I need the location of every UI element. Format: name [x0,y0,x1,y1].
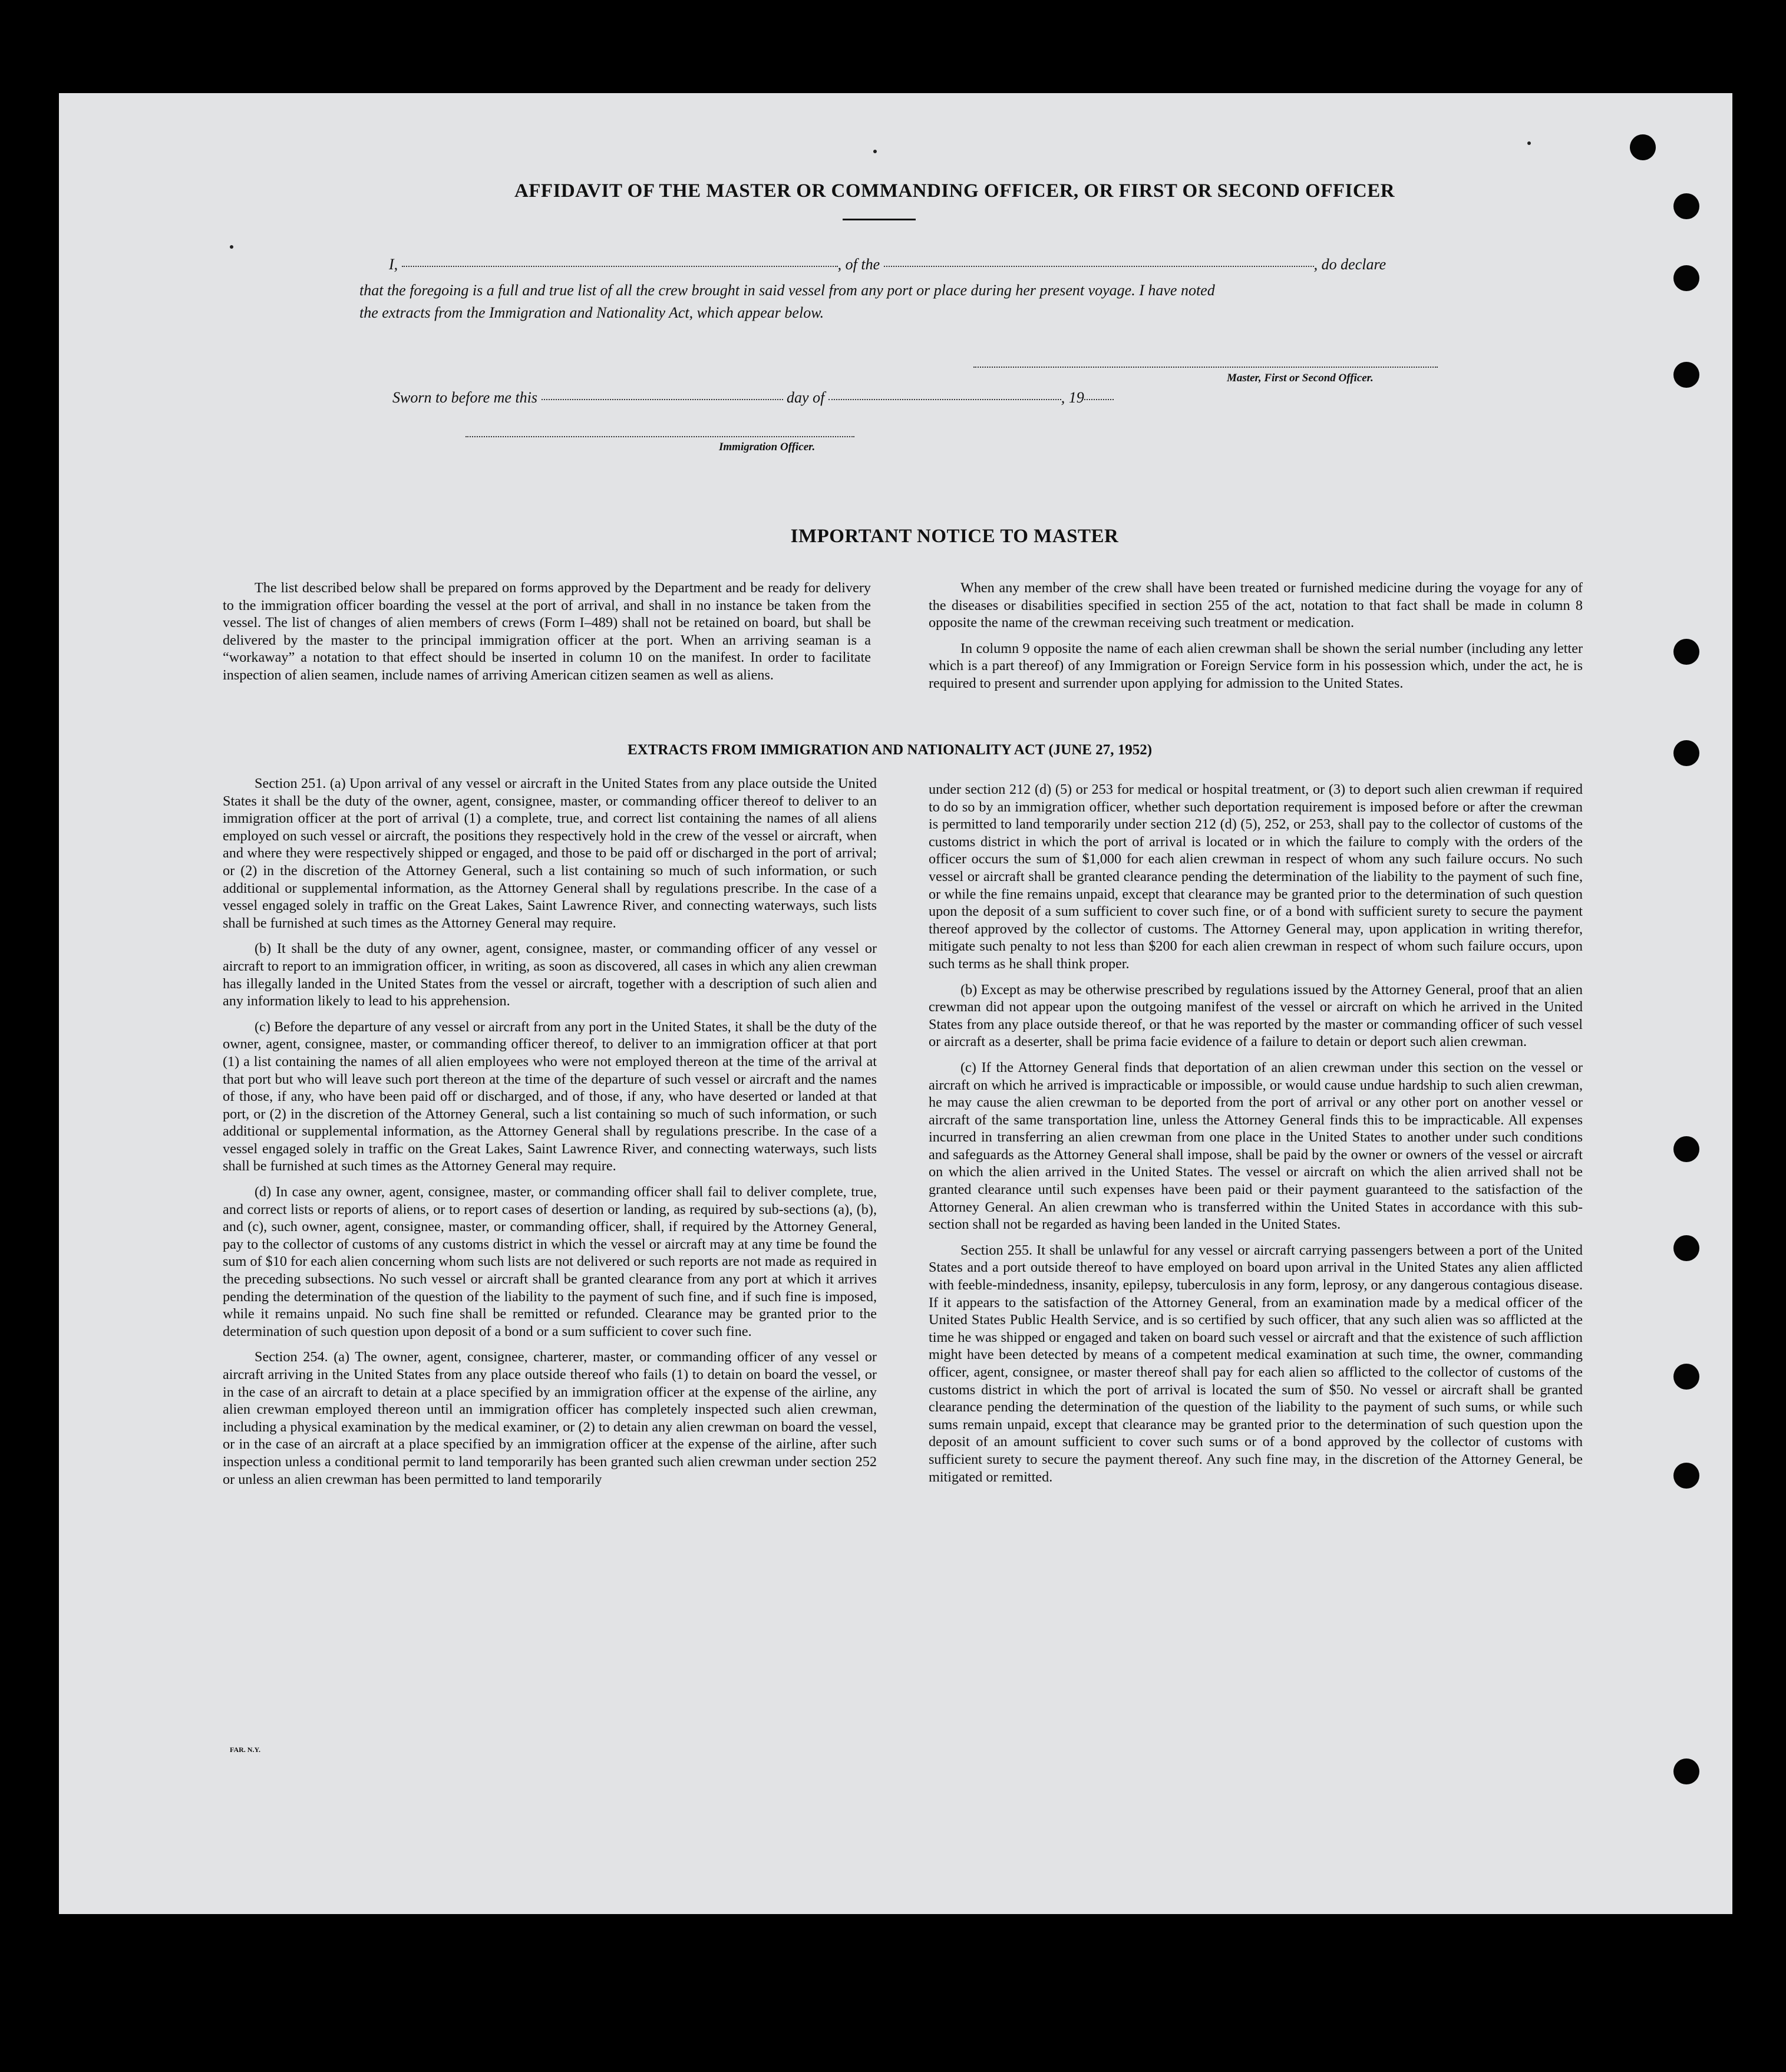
speck [873,150,877,153]
sworn-day-field[interactable] [542,398,783,400]
binder-hole [1673,740,1699,766]
declaration-line [389,256,1386,273]
section-251-c: (c) Before the departure of any vessel or aircraft from any port in the United States, it shall be the duty of the owner, agent, consignee, master, or commanding officer thereof, to deliver to an immigration officer at that port (1) a list containing the names of all alien employees who were not employed thereon at the time of the arrival at that port but who will leave such port thereon at the time of the departure of such vessel or aircraft and the names of those, if any, who have been paid off or discharged, and of those, if any, who have deserted or landed at that port, or (2) in the discretion of the Attorney General, such a list containing so much of such information, or such additional or supplemental information, as the Attorney General shall by regulations prescribe. In the case of a vessel engaged solely in traffic on the Great Lakes, Saint Lawrence River, and connecting waterways, such lists shall be furnished at such times as the Attorney General may require. [223,1018,877,1174]
binder-hole [1673,362,1699,388]
extracts-right-column [929,781,1583,1486]
declaration-text-2: the extracts from the Immigration and Nationality Act, which appear below. [359,304,824,321]
sworn-year-field[interactable] [1084,398,1114,400]
notice-left-paragraph: The list described below shall be prepared on forms approved by the Department and be ready for delivery to the immigration officer boarding the vessel at the port of arrival, and shall in no instance be taken from the vessel. The list of changes of alien members of crews (Form I–489) shall not be retained on board, but shall be delivered by the master to the principal immigration officer at the port. When an arriving seaman is a “workaway” a notation to that effect should be inserted in column 10 on the manifest. In order to facilitate inspection of alien seamen, include names of arriving American citizen seamen as well as aliens. [223,580,871,683]
affidavit-title: AFFIDAVIT OF THE MASTER OR COMMANDING OFFICER, OR FIRST OR SECOND OFFICER [514,180,1395,202]
printer-mark: FAR. N.Y. [230,1746,261,1754]
day-of-label: day of [787,389,825,406]
sworn-month-field[interactable] [828,398,1061,400]
section-254-b: (b) Except as may be otherwise prescribed by regulations issued by the Attorney General, proof that an alien crewman did not appear upon the outgoing manifest of the vessel or aircraft on which he arrived in the United States from any place outside thereof, or that he was reported by the master or commanding officer of such vessel or aircraft as a deserter, shall be prima facie evidence of a failure to detain or deport such alien crewman. [929,981,1583,1050]
sworn-label: Sworn to before me this [392,389,538,406]
binder-hole [1673,1136,1699,1162]
notice-left-column [223,579,871,684]
master-caption: Master, First or Second Officer. [1227,372,1374,384]
binder-hole [1630,134,1656,160]
binder-hole [1673,1364,1699,1390]
binder-hole [1673,1463,1699,1489]
section-254-c: (c) If the Attorney General finds that deportation of an alien crewman under this section on the vessel or aircraft on which he arrived is impracticable or impossible, or would cause undue hardship to such alien crewman, he may cause the alien crewman to be deported from the port of arrival or any other port on another vessel or aircraft of the same transportation line, unless the Attorney General finds this to be impracticable. All expenses incurred in transferring an alien crewman from one place in the United States to another under such conditions and safeguards as the Attorney General shall impose, shall be paid by the owner or owners of the vessel or aircraft on which the alien arrived in the United States. The vessel or aircraft on which the alien arrived shall not be granted clearance until such expenses have been paid or their payment guaranteed to the satisfaction of the Attorney General. An alien crewman who is transferred within the United States in accordance with this sub-section shall not be regarded as having been landed in the United States. [929,1059,1583,1233]
declare-of-the: , of the [837,256,880,273]
binder-hole [1673,1758,1699,1784]
declare-i: I, [389,256,398,273]
binder-hole [1673,1235,1699,1261]
title-rule [843,219,916,220]
declaration-text-1: that the foregoing is a full and true list of all the crew brought in said vessel from any port or place during her present voyage. I have noted [359,282,1215,299]
sworn-line [392,389,1114,407]
declare-end: , do declare [1313,256,1386,273]
binder-hole [1673,265,1699,291]
officer-signature-line[interactable] [466,436,854,437]
section-254-a-continued: under section 212 (d) (5) or 253 for medical or hospital treatment, or (3) to deport such alien crewman if required to do so by an immigration officer, whether such deportation requirement is imposed before or after the crewman is permitted to land temporarily under section 212 (d) (5), 252, or 253, shall pay to the collector of customs of the customs district in which the port of arrival is located or in which the failure to comply with the orders of the officer occurs the sum of $1,000 for each alien crewman in respect of whom any such failure occurs. No such vessel or aircraft shall be granted clearance pending the determination of the liability to the payment of such fine, or while the fine remains unpaid, except that clearance may be granted prior to the determination of such question upon the deposit of a sum sufficient to cover such fine, or of a bond with sufficient surety to secure the payment thereof approved by the collector of customs. The Attorney General may, upon application in writing therefor, mitigate such penalty to not less than $200 for each alien crewman in respect of whom such failure occurs, upon such terms as he shall think proper. [929,781,1583,972]
section-255: Section 255. It shall be unlawful for any vessel or aircraft carrying passengers between a port of the United States and a port outside thereof to have employed on board upon arrival in the United States any alien afflicted with feeble-mindedness, insanity, epilepsy, tuberculosis in any form, leprosy, or any dangerous contagious disease. If it appears to the satisfaction of the Attorney General, from an examination made by a medical officer of the United States Public Health Service, and is so certified by such officer, that any such alien was so afflicted at the time he was shipped or engaged and taken on board such vessel or aircraft and that the existence of such affliction might have been detected by means of a competent medical examination at such time, the owner, commanding officer, agent, consignee, or master thereof shall pay for each alien so afflicted to the collector of customs of the customs district in which the port of arrival is located the sum of $50. No vessel or aircraft shall be granted clearance pending the determination of the question of the liability to the payment of such sums, or while such sums remain unpaid, except that clearance may be granted prior to the determination of such question upon the deposit of an amount sufficient to cover such sums or of a bond approved by the collector of customs with sufficient surety to secure the payment thereof. Any such fine may, in the discretion of the Attorney General, be mitigated or remitted. [929,1242,1583,1485]
form-sheet [59,93,1732,1914]
year-label: , 19 [1061,389,1084,406]
section-251-a: Section 251. (a) Upon arrival of any vessel or aircraft in the United States from any place outside the United States it shall be the duty of the owner, agent, consignee, master, or commanding officer thereof to deliver to an immigration officer at the port of arrival (1) a complete, true, and correct list containing the names of all aliens employed on such vessel or aircraft, the positions they respectively hold in the crew of the vessel or aircraft, when and where they were respectively shipped or engaged, and those to be paid off or discharged in the port of arrival; or (2) in the discretion of the Attorney General, such a list containing so much of such information, or such additional or supplemental information, as the Attorney General shall by regulations prescribe. In the case of a vessel engaged solely in traffic on the Great Lakes, Saint Lawrence River, and connecting waterways, such lists shall be furnished at such times as the Attorney General may require. [223,776,877,931]
binder-hole [1673,639,1699,665]
master-signature-line[interactable] [973,367,1438,368]
section-251-b: (b) It shall be the duty of any owner, agent, consignee, master, or commanding officer of any vessel or aircraft to report to an immigration officer, in writing, as soon as discovered, all cases in which any alien crewman has illegally landed in the United States from the vessel or aircraft, together with a description of such alien and any information likely to lead to his apprehension. [223,941,877,1009]
binder-hole [1673,193,1699,219]
speck [1527,141,1531,145]
section-251-d: (d) In case any owner, agent, consignee, master, or commanding officer shall fail to deliver complete, true, and correct lists or reports of aliens, or to report cases of desertion or landing, as required by sub-sections (a), (b), and (c), such owner, agent, consignee, master, or commanding officer, shall, if required by the Attorney General, pay to the collector of customs of any customs district in which the vessel or aircraft may at any time be found the sum of $10 for each alien concerning whom such lists are not delivered or such reports are not made as required in the preceding subsections. No such vessel or aircraft shall be granted clearance from any port at which it arrives pending the determination of the question of the liability to the payment of such fine, and if such fine is imposed, while it remains unpaid. No such fine shall be remitted or refunded. Clearance may be granted prior to the determination of such question upon deposit of a bond or a sum sufficient to cover such fine. [223,1184,877,1339]
name-field[interactable] [402,265,838,267]
extracts-title: EXTRACTS FROM IMMIGRATION AND NATIONALITY ACT (JUNE 27, 1952) [627,742,1153,758]
section-254-a: Section 254. (a) The owner, agent, consignee, charterer, master, or commanding officer of any vessel or aircraft arriving in the United States from any place outside thereof who fails (1) to detain on board the vessel, or in the case of an aircraft to detain at a place specified by an immigration officer at the expense of the airline, any alien crewman employed thereon until an immigration officer has completely inspected such alien crewman, including a physical examination by the medical examiner, or (2) to detain any alien crewman on board the vessel, or in the case of an aircraft at a place specified by an immigration officer at the expense of the airline, after such inspection unless a conditional permit to land temporarily has been granted such alien crewman under section 252 or unless an alien crewman has been permitted to land temporarily [223,1349,877,1487]
vessel-field[interactable] [884,265,1314,267]
notice-right-paragraph-1: When any member of the crew shall have been treated or furnished medicine during the voyage for any of the diseases or disabilities specified in section 255 of the act, notation to that fact shall be made in column 8 opposite the name of the crewman receiving such treatment or medication. [929,580,1583,631]
notice-right-paragraph-2: In column 9 opposite the name of each alien crewman shall be shown the serial number (including any letter which is a part thereof) of any Immigration or Foreign Service form in his possession which, under the act, he is required to present and surrender upon applying for admission to the United States. [929,640,1583,691]
officer-caption: Immigration Officer. [719,441,816,453]
notice-right-column [929,579,1583,692]
notice-title: IMPORTANT NOTICE TO MASTER [790,526,1119,547]
extracts-left-column [223,775,877,1488]
speck [230,245,233,249]
